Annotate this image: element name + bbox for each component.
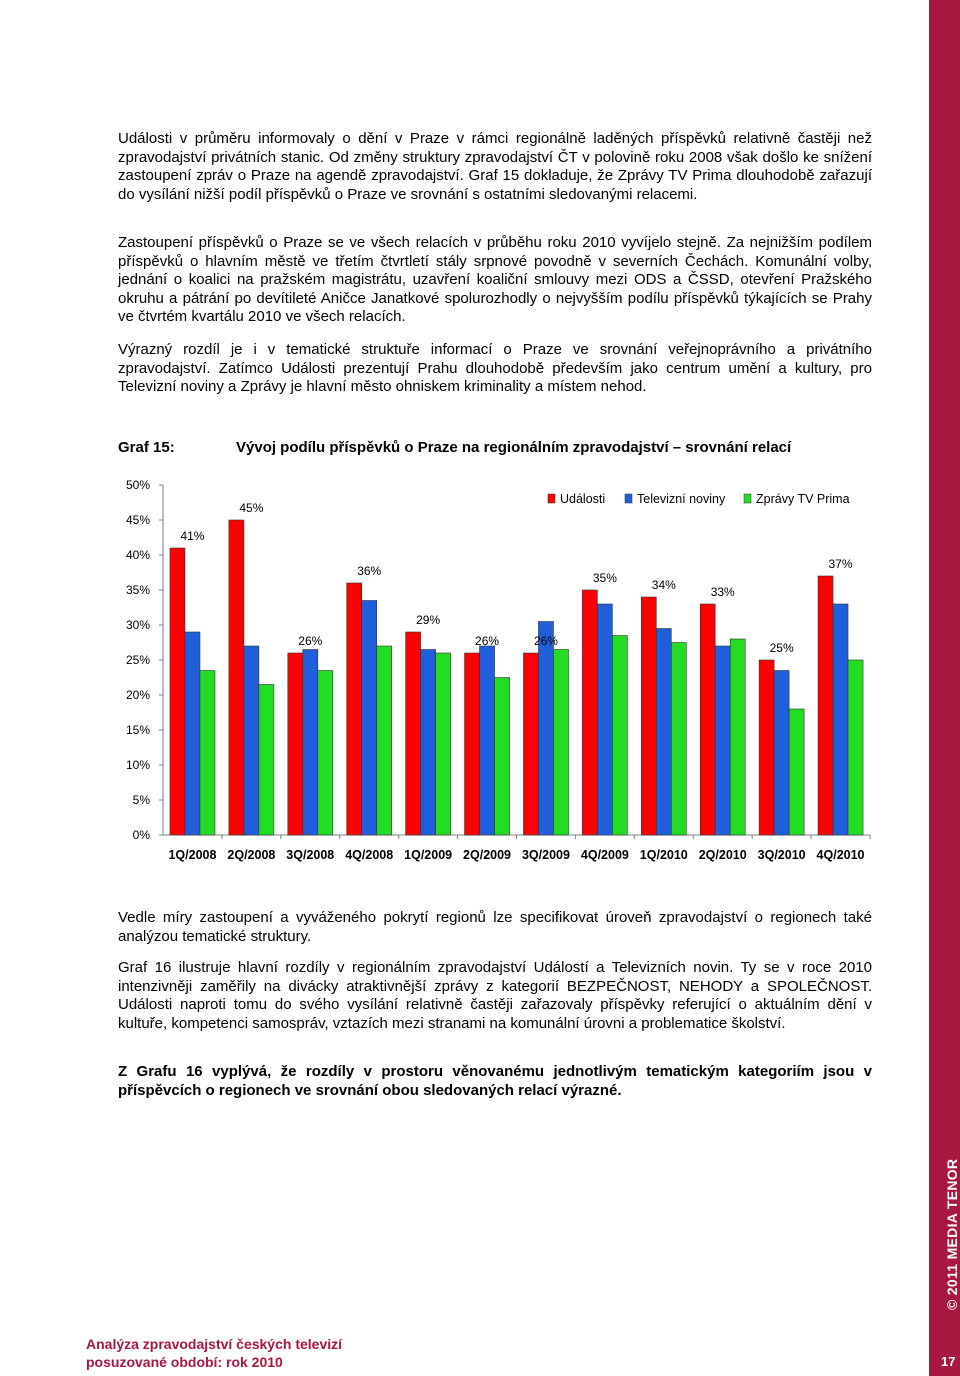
copyright-label: © 2011 MEDIA TENOR: [944, 1158, 960, 1310]
bar-události-3Q-2009: [523, 653, 538, 835]
bar-zprávy-tv-prima-3Q-2010: [789, 709, 804, 835]
graph-label: Graf 15:: [118, 439, 175, 456]
bar-události-2Q-2010: [700, 604, 715, 835]
data-labels: [180, 501, 852, 655]
bar-televizní-noviny-2Q-2008: [244, 646, 259, 835]
bar-zprávy-tv-prima-2Q-2010: [730, 639, 745, 835]
data-label: 45%: [239, 501, 264, 515]
bar-události-3Q-2008: [288, 653, 303, 835]
bar-zprávy-tv-prima-2Q-2008: [259, 685, 274, 836]
bar-zprávy-tv-prima-4Q-2009: [612, 636, 627, 836]
x-tick-label: 4Q/2009: [580, 848, 629, 862]
bar-události-4Q-2010: [818, 576, 833, 835]
x-tick-label: 3Q/2009: [521, 848, 570, 862]
y-tick-label: 45%: [125, 513, 150, 527]
footer-title: Analýza zpravodajství českých televizí: [86, 1336, 343, 1352]
x-axis-ticks: [168, 835, 870, 862]
bar-televizní-noviny-1Q-2010: [656, 629, 671, 836]
data-label: 37%: [828, 557, 853, 571]
bar-televizní-noviny-1Q-2008: [185, 632, 200, 835]
bar-zprávy-tv-prima-3Q-2008: [318, 671, 333, 836]
x-tick-label: 3Q/2008: [286, 848, 335, 862]
paragraph-6: Z Grafu 16 vyplývá, že rozdíly v prostoru věnovanému jednotlivým tematickým kategoriím jsou v příspěvcích o regionech ve srovnání obou sledovaných relací výrazné.: [118, 1063, 872, 1099]
bar-události-1Q-2009: [406, 632, 421, 835]
bar-televizní-noviny-4Q-2009: [597, 604, 612, 835]
paragraph-5: Graf 16 ilustruje hlavní rozdíly v regionálním zpravodajství Událostí a Televizních novin. Ty se v roce 2010 intenzivněji zaměřily na divácky atraktivnější zprávy z kategorií BEZPEČNOST, NEHODY a SPOLEČNOST. Události naproti tomu do svého vysílání relativně častěji zařazovaly příspěvky referující o aktuálním dění v kultuře, kompetenci samospráv, vztazích mezi stranami na komunální úrovni a problematice školství.: [118, 959, 872, 1032]
bar-události-4Q-2008: [347, 583, 362, 835]
bar-události-2Q-2009: [465, 653, 480, 835]
x-tick-label: 4Q/2010: [816, 848, 865, 862]
bar-televizní-noviny-4Q-2010: [833, 604, 848, 835]
bar-zprávy-tv-prima-1Q-2008: [200, 671, 215, 836]
paragraph-3: Výrazný rozdíl je i v tematické struktuře informací o Praze ve srovnání veřejnoprávního a privátního zpravodajství. Zatímco Události prezentují Prahu dlouhodobě především jako centrum umění a kultury, pro Televizní noviny a Zprávy je hlavní město ohniskem kriminality a místem nehod.: [118, 341, 872, 395]
y-tick-label: 35%: [125, 583, 150, 597]
y-tick-label: 5%: [132, 793, 150, 807]
legend: [548, 492, 850, 506]
bar-zprávy-tv-prima-1Q-2009: [436, 653, 451, 835]
y-tick-label: 25%: [125, 653, 150, 667]
data-label: 26%: [475, 634, 500, 648]
legend-swatch: [548, 494, 555, 503]
x-tick-label: 1Q/2008: [168, 848, 217, 862]
legend-label: Televizní noviny: [637, 492, 726, 506]
bar-zprávy-tv-prima-2Q-2009: [495, 678, 510, 836]
legend-label: Události: [560, 492, 606, 506]
bar-televizní-noviny-2Q-2009: [480, 646, 495, 835]
paragraph-1: Události v průměru informovaly o dění v Praze v rámci regionálně laděných příspěvků relativně častěji než zpravodajství privátních stanic. Od změny struktury zpravodajství ČT v polovině roku 2008 však došlo ke snížení zastoupení zpráv o Praze na agendě zpravodajství. Graf 15 dokladuje, že Zprávy TV Prima dlouhodobě zařazují do vysílání nižší podíl příspěvků o Praze ve srovnání s ostatními sledovanými relacemi.: [118, 130, 872, 203]
graph-title: Vývoj podílu příspěvků o Praze na regionálním zpravodajství – srovnání relací: [236, 439, 792, 456]
bar-chart: [0, 470, 900, 880]
y-tick-label: 15%: [125, 723, 150, 737]
bar-události-4Q-2009: [582, 590, 597, 835]
bar-televizní-noviny-3Q-2009: [538, 622, 553, 836]
y-tick-label: 20%: [125, 688, 150, 702]
bar-události-1Q-2010: [641, 597, 656, 835]
bars: [170, 520, 863, 835]
footer-period: posuzované období: rok 2010: [86, 1354, 283, 1370]
legend-label: Zprávy TV Prima: [756, 492, 850, 506]
x-tick-label: 2Q/2009: [463, 848, 512, 862]
data-label: 41%: [180, 529, 205, 543]
x-tick-label: 3Q/2010: [757, 848, 806, 862]
bar-zprávy-tv-prima-1Q-2010: [671, 643, 686, 836]
bar-zprávy-tv-prima-4Q-2008: [377, 646, 392, 835]
bar-televizní-noviny-2Q-2010: [715, 646, 730, 835]
x-tick-label: 4Q/2008: [345, 848, 394, 862]
x-tick-label: 2Q/2008: [227, 848, 276, 862]
x-tick-label: 2Q/2010: [698, 848, 747, 862]
paragraph-2: Zastoupení příspěvků o Praze se ve všech relacích v průběhu roku 2010 vyvíjelo stejně. Za nejnižším podílem příspěvků o hlavním městě ve třetím čtvrtletí stály srpnové povodně v severních Čechách. Komunální volby, jednání o koalici na pražském magistrátu, uzavření koaliční smlouvy mezi ODS a ČSSD, otevření Pražského okruhu a pátrání po devítileté Aničce Janatkové spolurozhodly o nejvyšším podílu příspěvků týkajících se Prahy ve čtvrtém kvartálu 2010 ve všech relacích.: [118, 234, 872, 325]
x-tick-label: 1Q/2010: [639, 848, 688, 862]
bar-televizní-noviny-1Q-2009: [421, 650, 436, 836]
data-label: 25%: [769, 641, 794, 655]
data-label: 29%: [416, 613, 441, 627]
bar-události-3Q-2010: [759, 660, 774, 835]
y-tick-label: 30%: [125, 618, 150, 632]
sidebar-band: [929, 0, 960, 1376]
legend-swatch: [625, 494, 632, 503]
data-label: 26%: [298, 634, 323, 648]
data-label: 34%: [651, 578, 676, 592]
bar-zprávy-tv-prima-4Q-2010: [848, 660, 863, 835]
legend-swatch: [744, 494, 751, 503]
data-label: 36%: [357, 564, 382, 578]
data-label: 33%: [710, 585, 735, 599]
page-number: 17: [941, 1354, 956, 1369]
y-tick-label: 50%: [125, 478, 150, 492]
bar-události-1Q-2008: [170, 548, 185, 835]
y-tick-label: 10%: [125, 758, 150, 772]
bar-televizní-noviny-3Q-2008: [303, 650, 318, 836]
paragraph-4: Vedle míry zastoupení a vyváženého pokrytí regionů lze specifikovat úroveň zpravodajství o regionech také analýzou tematické struktury.: [118, 909, 872, 945]
data-label: 26%: [533, 634, 558, 648]
x-tick-label: 1Q/2009: [404, 848, 453, 862]
bar-televizní-noviny-3Q-2010: [774, 671, 789, 836]
y-tick-label: 40%: [125, 548, 150, 562]
data-label: 35%: [592, 571, 617, 585]
bar-televizní-noviny-4Q-2008: [362, 601, 377, 836]
bar-události-2Q-2008: [229, 520, 244, 835]
y-tick-label: 0%: [132, 828, 150, 842]
y-axis-ticks: [126, 478, 163, 842]
bar-zprávy-tv-prima-3Q-2009: [553, 650, 568, 836]
